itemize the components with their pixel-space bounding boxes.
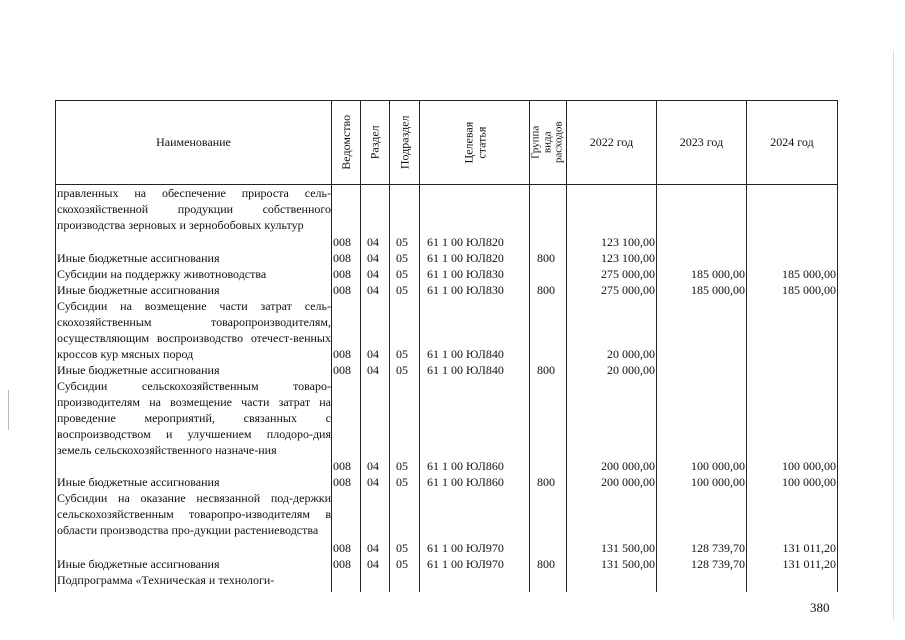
row-name: Иные бюджетные ассигнования xyxy=(57,557,220,571)
row-subsection: 05 xyxy=(396,347,408,361)
row-target: 61 1 00 ЮЛ820 xyxy=(427,251,504,265)
header-dept xyxy=(332,101,360,184)
row-2022: 200 000,00 xyxy=(601,459,655,473)
row-target: 61 1 00 ЮЛ970 xyxy=(427,541,504,555)
row-2024: 100 000,00 xyxy=(782,459,836,473)
row-name: Субсидии на оказание несвязанной под-держки сельскохозяйственным товаропро-изводителям в области производства про-дукции растениеводства xyxy=(57,491,331,537)
row-dept: 008 xyxy=(333,475,351,489)
row-2022: 275 000,00 xyxy=(601,283,655,297)
scan-mark xyxy=(893,50,894,620)
row-dept: 008 xyxy=(333,251,351,265)
row-section: 04 xyxy=(367,347,379,361)
row-target: 61 1 00 ЮЛ820 xyxy=(427,235,504,249)
row-target: 61 1 00 ЮЛ840 xyxy=(427,363,504,377)
header-group-text: Группа вида расходов xyxy=(529,121,565,164)
row-dept: 008 xyxy=(333,557,351,571)
row-section: 04 xyxy=(367,541,379,555)
row-name: Иные бюджетные ассигнования xyxy=(57,363,220,377)
row-2024: 131 011,20 xyxy=(782,557,836,571)
header-2022-text: 2022 год xyxy=(589,135,634,149)
row-section: 04 xyxy=(367,283,379,297)
row-section: 04 xyxy=(367,475,379,489)
row-target: 61 1 00 ЮЛ860 xyxy=(427,459,504,473)
header-2023 xyxy=(657,101,746,184)
row-2022: 200 000,00 xyxy=(601,475,655,489)
row-dept: 008 xyxy=(333,541,351,555)
scan-mark xyxy=(8,390,9,430)
row-dept: 008 xyxy=(333,235,351,249)
row-2022: 131 500,00 xyxy=(601,557,655,571)
page-number: 380 xyxy=(810,600,830,615)
row-subsection: 05 xyxy=(396,235,408,249)
header-target-text: Целевая статья xyxy=(460,121,488,164)
row-section: 04 xyxy=(367,267,379,281)
header-2023-text: 2023 год xyxy=(679,135,724,149)
row-name: Субсидии на возмещение части затрат сель-скохозяйственным товаропроизводителям, осуществляющим воспроизводство отечест-венных кроссов кур мясных пород xyxy=(57,299,331,361)
row-target: 61 1 00 ЮЛ860 xyxy=(427,475,504,489)
col-border xyxy=(837,100,838,592)
row-dept: 008 xyxy=(333,459,351,473)
header-2022 xyxy=(567,101,656,184)
row-name: Иные бюджетные ассигнования xyxy=(57,475,220,489)
header-name-text: Наименование xyxy=(156,135,231,149)
row-section: 04 xyxy=(367,251,379,265)
row-group: 800 xyxy=(537,363,555,377)
row-2023: 100 000,00 xyxy=(691,475,745,489)
row-name: правленных на обеспечение прироста сель-скохозяйственной продукции собственного производства зерновых и зернобобовых культур xyxy=(57,186,331,232)
row-name: Подпрограмма «Техническая и технологи- xyxy=(57,573,275,587)
row-2023: 185 000,00 xyxy=(691,283,745,297)
row-subsection: 05 xyxy=(396,557,408,571)
row-name: Субсидии сельскохозяйственным товаро-производителям на возмещение части затрат на проведение мероприятий, связанных с воспроизводством и улучшением плодоро-дия земель сельскохозяйственного назначе-ния xyxy=(57,379,331,457)
row-dept: 008 xyxy=(333,283,351,297)
row-dept: 008 xyxy=(333,267,351,281)
row-2022: 275 000,00 xyxy=(601,267,655,281)
row-2022: 131 500,00 xyxy=(601,541,655,555)
header-target xyxy=(420,101,529,184)
row-2024: 185 000,00 xyxy=(782,267,836,281)
row-group: 800 xyxy=(537,475,555,489)
row-2023: 128 739,70 xyxy=(691,541,745,555)
row-subsection: 05 xyxy=(396,251,408,265)
row-2022: 123 100,00 xyxy=(601,235,655,249)
row-group: 800 xyxy=(537,283,555,297)
header-2024 xyxy=(747,101,837,184)
row-2023: 185 000,00 xyxy=(691,267,745,281)
row-dept: 008 xyxy=(333,363,351,377)
row-target: 61 1 00 ЮЛ830 xyxy=(427,267,504,281)
header-dept-text: Ведомство xyxy=(338,115,353,170)
header-name xyxy=(56,101,331,184)
row-subsection: 05 xyxy=(396,475,408,489)
row-2022: 123 100,00 xyxy=(601,251,655,265)
row-2024: 100 000,00 xyxy=(782,475,836,489)
row-name: Иные бюджетные ассигнования xyxy=(57,251,220,265)
header-group xyxy=(530,101,566,184)
row-section: 04 xyxy=(367,363,379,377)
row-target: 61 1 00 ЮЛ840 xyxy=(427,347,504,361)
row-target: 61 1 00 ЮЛ830 xyxy=(427,283,504,297)
header-2024-text: 2024 год xyxy=(770,135,814,149)
header-subsection-text: Подраздел xyxy=(397,115,412,170)
row-name: Иные бюджетные ассигнования xyxy=(57,283,220,297)
row-subsection: 05 xyxy=(396,267,408,281)
row-2023: 100 000,00 xyxy=(691,459,745,473)
row-subsection: 05 xyxy=(396,363,408,377)
row-2022: 20 000,00 xyxy=(607,347,655,361)
row-target: 61 1 00 ЮЛ970 xyxy=(427,557,504,571)
header-subsection xyxy=(390,101,419,184)
row-section: 04 xyxy=(367,557,379,571)
row-2022: 20 000,00 xyxy=(607,363,655,377)
row-2023: 128 739,70 xyxy=(691,557,745,571)
row-2024: 131 011,20 xyxy=(782,541,836,555)
row-dept: 008 xyxy=(333,347,351,361)
row-2024: 185 000,00 xyxy=(782,283,836,297)
header-section-text: Раздел xyxy=(367,125,382,160)
row-subsection: 05 xyxy=(396,283,408,297)
row-section: 04 xyxy=(367,459,379,473)
row-group: 800 xyxy=(537,557,555,571)
row-name: Субсидии на поддержку животноводства xyxy=(57,267,267,281)
header-section xyxy=(361,101,389,184)
row-subsection: 05 xyxy=(396,541,408,555)
row-group: 800 xyxy=(537,251,555,265)
row-subsection: 05 xyxy=(396,459,408,473)
row-section: 04 xyxy=(367,235,379,249)
